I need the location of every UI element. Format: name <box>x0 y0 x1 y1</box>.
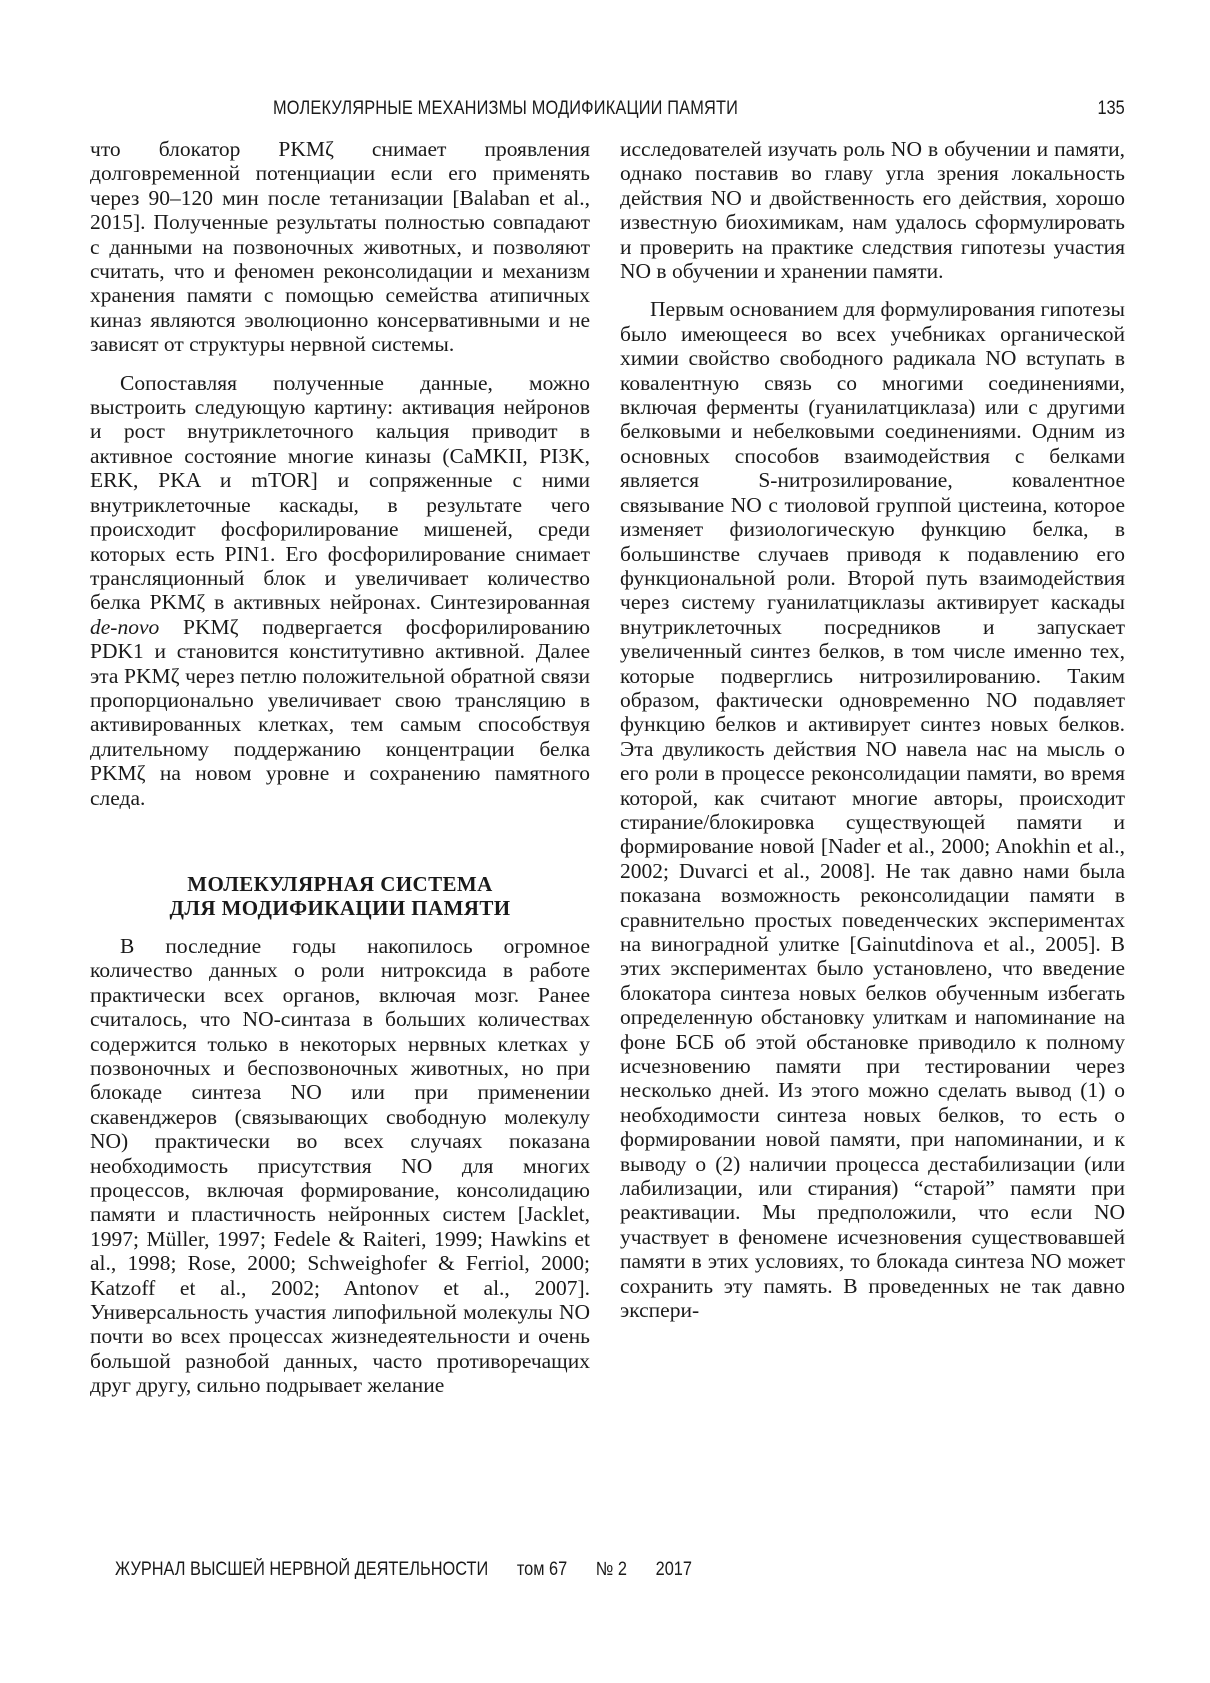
section-heading-line: ДЛЯ МОДИФИКАЦИИ ПАМЯТИ <box>169 895 511 920</box>
journal-name: ЖУРНАЛ ВЫСШЕЙ НЕРВНОЙ ДЕЯТЕЛЬНОСТИ <box>115 1559 489 1580</box>
paragraph: исследователей изучать роль NO в обучении и памяти, однако поставив во главу угла зрения локальность действия NO и двойственность его действия, хорошо известную биохимикам, нам удалось сформулировать и проверить на практике следствия гипотезы участия NO в обучении и хранении памяти. <box>620 137 1125 284</box>
running-title: МОЛЕКУЛЯРНЫЕ МЕХАНИЗМЫ МОДИФИКАЦИИ ПАМЯТИ <box>273 98 739 119</box>
journal-year: 2017 <box>655 1559 692 1580</box>
paragraph <box>90 371 590 810</box>
journal-footer <box>115 1559 716 1581</box>
paragraph-text: Сопоставляя полученные данные, можно выстроить следующую картину: активация нейронов и рост внутриклеточного кальция приводит в активное состояние многие киназы (CaMKII, PI3K, ERK, PKA и mTOR] и сопряженные с ними внутриклеточные каскады, в результате чего происходит фосфорилирование мишеней, среди которых есть PIN1. Его фосфорилирование снимает трансляционный блок и увеличивает количество белка PKMζ в активных нейронах. Синтезированная <box>90 370 590 615</box>
page-number: 135 <box>1097 98 1125 119</box>
right-column <box>620 137 1125 1323</box>
paragraph: В последние годы накопилось огромное количество данных о роли нитроксида в работе практически всех органов, включая мозг. Ранее считалось, что NO-синтаза в больших количествах содержится только в некоторых нервных клетках у позвоночных и беспозвоночных животных, но при блокаде синтеза NO или при применении скавенджеров (связывающих свободную молекулу NO) практически во всех случаях показана необходимость присутствия NO для многих процессов, включая формирование, консолидацию памяти и пластичность нейронных систем [Jacklet, 1997; Müller, 1997; Fedele & Raiteri, 1999; Hawkins et al., 1998; Rose, 2000; Schweighofer & Ferriol, 2000; Katzoff et al., 2002; Antonov et al., 2007]. Универсальность участия липофильной молекулы NO почти во всех процессах жизнедеятельности и очень большой разнобой данных, часто противоречащих друг другу, сильно подрывает желание <box>90 933 590 1398</box>
section-heading-line: МОЛЕКУЛЯРНАЯ СИСТЕМА <box>187 871 493 896</box>
paragraph: Первым основанием для формулирования гипотезы было имеющееся во всех учебниках органической химии свойство свободного радикала NO вступать в ковалентную связь со многими соединениями, включая ферменты (гуанилатциклаза) или с другими белковыми и небелковыми соединениями. Одним из основных способов взаимодействия с белками является S-нитрозилирование, ковалентное связывание NO с тиоловой группой цистеина, которое изменяет физиологическую функцию белка, в большинстве случаев приводя к подавлению его функциональной роли. Второй путь взаимодействия через систему гуанилатциклазы активирует каскады внутриклеточных посредников и запускает увеличенный синтез белков, в том числе именно тех, которые подверглись нитрозилированию. Таким образом, фактически одновременно NO подавляет функцию белков и активирует синтез новых белков. Эта двуликость действия NO навела нас на мысль о его роли в процессе реконсолидации памяти, во время которой, как считают многие авторы, происходит стирание/блокировка существующей памяти и формирование новой [Nader et al., 2000; Anokhin et al., 2002; Duvarci et al., 2008]. Не так давно нами была показана возможность реконсолидации памяти в сравнительно простых поведенческих экспериментах на виноградной улитке [Gainutdinova et al., 2005]. В этих экспериментах было установлено, что введение блокатора синтеза новых белков обученным избегать определенную обстановку улиткам и напоминание на фоне БСБ об этой обстановке приводило к полному исчезновению памяти при тестировании через несколько дней. Из этого можно сделать вывод (1) о необходимости синтеза новых белков, то есть о формировании новой памяти, при напоминании, и к выводу о (2) наличии процесса дестабилизации (или лабилизации, или стирания) “старой” памяти при реактивации. Мы предположили, что если NO участвует в феномене исчезновения существовавшей памяти в этих условиях, то блокада синтеза NO может сохранить эту память. В проведенных не так давно экспери- <box>620 297 1125 1323</box>
paragraph-text: PKMζ подвергается фосфорилированию PDK1 и становится конститутивно активной. Далее эта PKMζ через петлю положительной обратной связи пропорционально увеличивает свою трансляцию в активированных клетках, тем самым способствуя длительному поддержанию концентрации белка PKMζ на новом уровне и сохранению памятного следа. <box>90 614 591 810</box>
running-head <box>90 98 1125 124</box>
section-gap <box>90 810 590 872</box>
left-column <box>90 137 590 1398</box>
paragraph-gap <box>90 357 590 371</box>
journal-issue: № 2 <box>595 1559 627 1580</box>
paragraph-gap <box>620 283 1125 297</box>
journal-volume: том 67 <box>516 1559 568 1580</box>
paragraph: что блокатор PKMζ снимает проявления долговременной потенциации если его применять через 90–120 мин после тетанизации [Balaban et al., 2015]. Полученные результаты полностью совпадают с данными на позвоночных животных, и позволяют считать, что и феномен реконсолидации и механизм хранения памяти с помощью семейства атипичных киназ являются эволюционно консервативными и не зависят от структуры нервной системы. <box>90 137 590 357</box>
italic-term: de-novo <box>90 614 160 639</box>
section-heading <box>90 872 590 920</box>
